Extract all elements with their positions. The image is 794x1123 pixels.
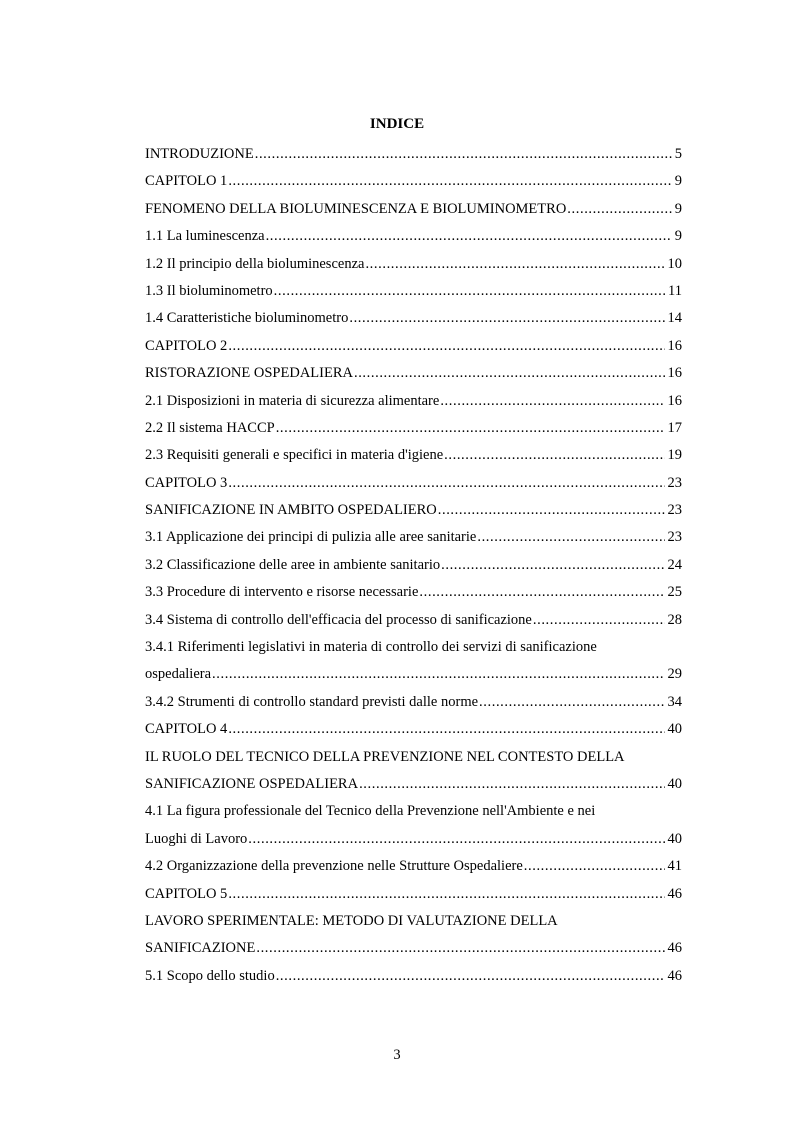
toc-entry[interactable] [145, 935, 682, 962]
toc-entry-page: 16 [667, 365, 682, 382]
toc-dot-leader [441, 552, 664, 579]
toc-dot-leader [524, 853, 665, 880]
toc-dot-leader [276, 963, 665, 990]
toc-entry-page: 40 [667, 830, 682, 847]
toc-entry-title: FENOMENO DELLA BIOLUMINESCENZA E BIOLUMINOMETRO [145, 200, 567, 217]
toc-entry-page: 40 [667, 721, 682, 738]
toc-entry[interactable] [145, 497, 682, 524]
toc-entry[interactable] [145, 881, 682, 908]
toc-entry[interactable] [145, 744, 682, 771]
toc-entry-page: 28 [667, 611, 682, 628]
toc-entry-title: 2.2 Il sistema HACCP [145, 419, 275, 436]
toc-entry[interactable] [145, 661, 682, 688]
toc-dot-leader [365, 251, 664, 278]
toc-dot-leader [479, 689, 664, 716]
toc-dot-leader [255, 141, 672, 168]
toc-dot-leader [440, 388, 664, 415]
toc-dot-leader [274, 278, 665, 305]
toc-entry-title: CAPITOLO 5 [145, 885, 228, 902]
toc-entry-title: 3.4 Sistema di controllo dell'efficacia del processo di sanificazione [145, 611, 532, 628]
toc-entry-page: 5 [674, 146, 682, 162]
toc-entry[interactable] [145, 196, 682, 223]
toc-entry-page: 16 [667, 392, 682, 409]
toc-entry-title: SANIFICAZIONE [145, 940, 256, 957]
toc-dot-leader [212, 661, 664, 688]
toc-entry-title: ospedaliera [145, 666, 212, 683]
toc-entry-page: 11 [668, 282, 682, 299]
toc-entry-title: SANIFICAZIONE IN AMBITO OSPEDALIERO [145, 502, 437, 519]
toc-entry[interactable] [145, 552, 682, 579]
toc-entry-title: 4.2 Organizzazione della prevenzione nelle Strutture Ospedaliere [145, 858, 523, 875]
toc-entry-title: 1.2 Il principio della bioluminescenza [145, 255, 365, 272]
toc-entry-page: 23 [667, 502, 682, 519]
toc-entry[interactable] [145, 771, 682, 798]
toc-entry[interactable] [145, 305, 682, 332]
table-of-contents [145, 141, 682, 990]
toc-entry-page: 19 [667, 447, 682, 464]
toc-entry-title: 3.4.2 Strumenti di controllo standard previsti dalle norme [145, 693, 479, 710]
toc-entry-title: 3.4.1 Riferimenti legislativi in materia di controllo dei servizi di sanificazione [145, 639, 597, 656]
toc-entry-page: 40 [667, 775, 682, 792]
toc-dot-leader [248, 826, 664, 853]
toc-entry-title: CAPITOLO 2 [145, 337, 228, 354]
toc-entry-title: 2.3 Requisiti generali e specifici in materia d'igiene [145, 447, 444, 464]
toc-entry[interactable] [145, 141, 682, 168]
toc-entry-page: 9 [674, 228, 682, 245]
toc-entry-title: LAVORO SPERIMENTALE: METODO DI VALUTAZIONE DELLA [145, 912, 558, 929]
toc-entry-title: INTRODUZIONE [145, 146, 254, 162]
toc-entry[interactable] [145, 908, 682, 935]
toc-entry-page: 17 [667, 419, 682, 436]
toc-entry-page: 25 [667, 584, 682, 601]
toc-entry[interactable] [145, 607, 682, 634]
toc-entry-page: 46 [667, 885, 682, 902]
toc-entry-title: 1.4 Caratteristiche bioluminometro [145, 310, 349, 327]
toc-entry[interactable] [145, 689, 682, 716]
toc-entry-page: 14 [667, 310, 682, 327]
toc-dot-leader [266, 223, 672, 250]
toc-entry-title: Luoghi di Lavoro [145, 830, 248, 847]
toc-entry-page: 23 [667, 529, 682, 546]
toc-dot-leader [567, 196, 671, 223]
toc-entry[interactable] [145, 388, 682, 415]
toc-entry[interactable] [145, 826, 682, 853]
toc-entry[interactable] [145, 470, 682, 497]
toc-dot-leader [228, 881, 664, 908]
toc-entry[interactable] [145, 716, 682, 743]
toc-dot-leader [276, 415, 665, 442]
toc-entry[interactable] [145, 579, 682, 606]
toc-entry-title: RISTORAZIONE OSPEDALIERA [145, 365, 353, 382]
toc-entry[interactable] [145, 442, 682, 469]
toc-dot-leader [444, 442, 664, 469]
toc-entry-title: 3.1 Applicazione dei principi di pulizia alle aree sanitarie [145, 529, 477, 546]
toc-entry-page: 46 [667, 967, 682, 984]
toc-entry-page: 16 [667, 337, 682, 354]
toc-entry-page: 10 [667, 255, 682, 272]
toc-entry-title: CAPITOLO 1 [145, 173, 228, 190]
toc-entry-title: 1.1 La luminescenza [145, 228, 265, 245]
toc-entry[interactable] [145, 524, 682, 551]
toc-entry-page: 9 [674, 173, 682, 190]
toc-dot-leader [359, 771, 664, 798]
toc-entry[interactable] [145, 168, 682, 195]
toc-dot-leader [228, 333, 664, 360]
toc-dot-leader [349, 305, 664, 332]
toc-dot-leader [533, 607, 665, 634]
toc-entry[interactable] [145, 360, 682, 387]
toc-entry-title: 1.3 Il bioluminometro [145, 282, 273, 299]
toc-entry-title: 4.1 La figura professionale del Tecnico della Prevenzione nell'Ambiente e nei [145, 803, 596, 820]
toc-entry[interactable] [145, 333, 682, 360]
toc-entry-page: 29 [667, 666, 682, 683]
toc-dot-leader [228, 168, 671, 195]
page-number: 3 [393, 1047, 401, 1063]
toc-entry-title: 2.1 Disposizioni in materia di sicurezza alimentare [145, 392, 440, 409]
toc-entry[interactable] [145, 278, 682, 305]
toc-dot-leader [228, 470, 664, 497]
toc-dot-leader [419, 579, 664, 606]
toc-entry-page: 24 [667, 556, 682, 573]
toc-entry-title: IL RUOLO DEL TECNICO DELLA PREVENZIONE NEL CONTESTO DELLA [145, 748, 625, 765]
toc-entry[interactable] [145, 415, 682, 442]
toc-dot-leader [354, 360, 665, 387]
toc-entry[interactable] [145, 634, 682, 661]
toc-entry[interactable] [145, 223, 682, 250]
page-title: INDICE [369, 116, 425, 132]
toc-entry-title: 5.1 Scopo dello studio [145, 967, 275, 984]
toc-entry-page: 23 [667, 474, 682, 491]
toc-entry[interactable] [145, 251, 682, 278]
toc-entry-title: 3.3 Procedure di intervento e risorse necessarie [145, 584, 419, 601]
toc-entry-page: 34 [667, 693, 682, 710]
toc-dot-leader [477, 524, 664, 551]
toc-entry-title: SANIFICAZIONE OSPEDALIERA [145, 775, 359, 792]
toc-entry[interactable] [145, 853, 682, 880]
toc-entry[interactable] [145, 963, 682, 990]
toc-entry-title: 3.2 Classificazione delle aree in ambiente sanitario [145, 556, 441, 573]
toc-entry-title: CAPITOLO 3 [145, 474, 228, 491]
toc-entry[interactable] [145, 798, 682, 825]
toc-entry-page: 41 [667, 858, 682, 875]
toc-dot-leader [228, 716, 664, 743]
toc-entry-page: 9 [674, 200, 682, 217]
toc-entry-title: CAPITOLO 4 [145, 721, 228, 738]
toc-dot-leader [438, 497, 665, 524]
toc-entry-page: 46 [667, 940, 682, 957]
toc-dot-leader [256, 935, 664, 962]
